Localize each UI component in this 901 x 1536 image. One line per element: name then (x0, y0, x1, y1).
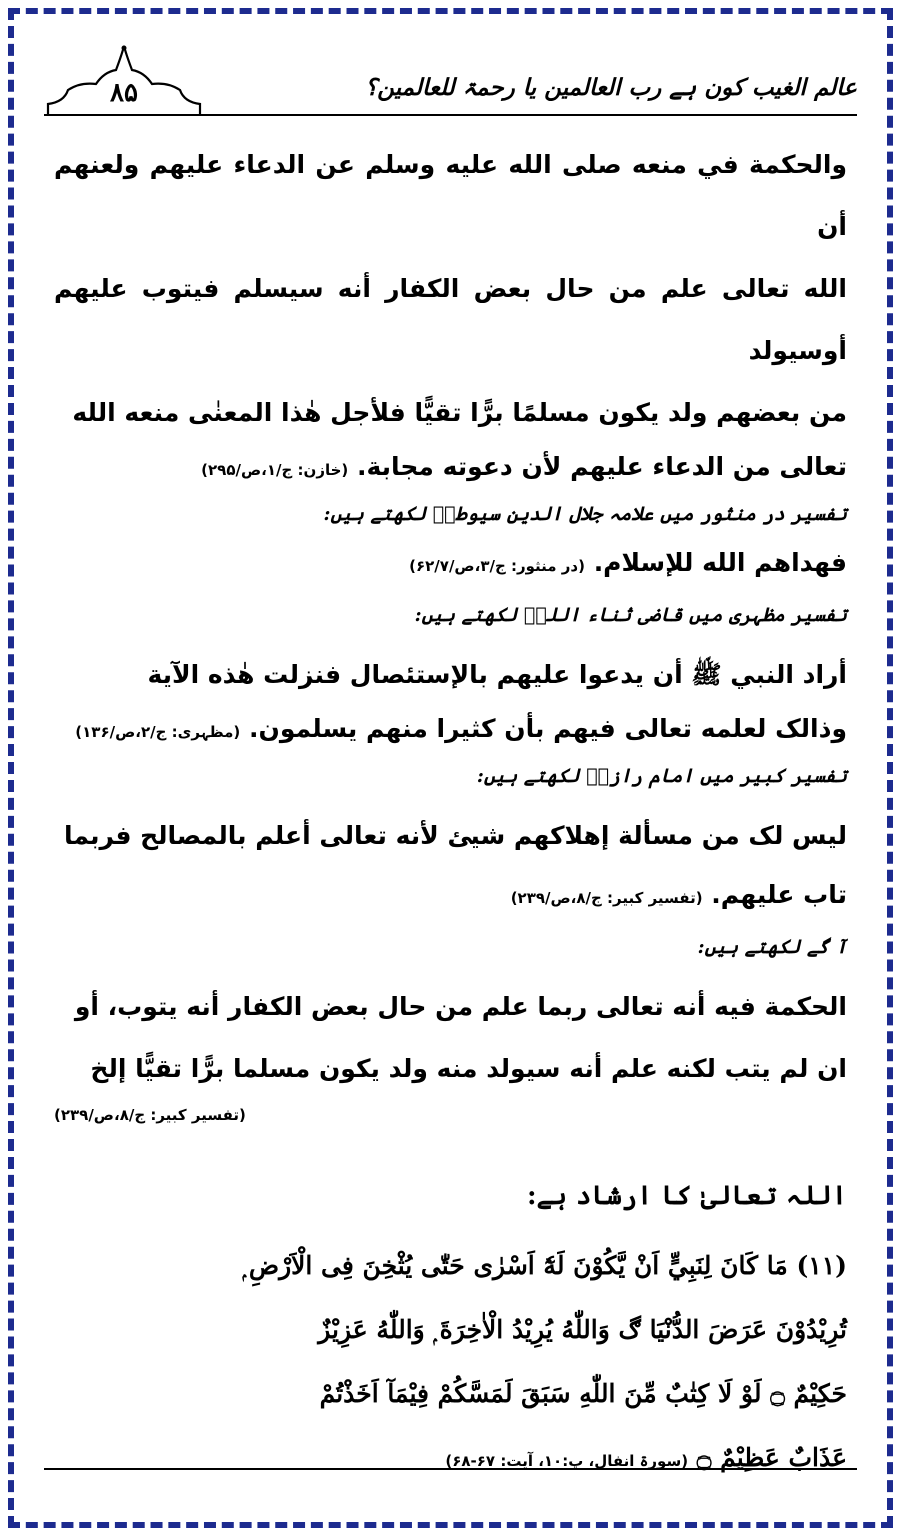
text-line (54, 535, 847, 594)
header-rule (44, 114, 857, 116)
quran-text: مَا كَانَ لِنَبِيٍّ اَنْ يَّكُوْنَ لَهٗٓ اَسْرٰى حَتّٰى يُثْخِنَ فِى الْاَرْضِ ۭ (242, 1251, 788, 1280)
text-line (54, 867, 847, 926)
footer-rule (44, 1468, 857, 1470)
citation: (خازن: ج/۱،ص/۲۹۵) (201, 461, 349, 479)
text-line: والحكمة في منعه صلى الله عليه وسلم عن الدعاء عليهم ولعنهم أن (54, 150, 847, 241)
quran-text: عَذَابٌ عَظِيْمٌ ۝ (696, 1443, 847, 1472)
urdu-heading: آ گے لکھتے ہیں: (697, 936, 847, 958)
urdu-heading: تفسیر کبیر میں امام رازیؒ لکھتے ہیں: (476, 765, 847, 787)
quran-line: حَكِيْمٌ ۝ لَوْ لَا كِتٰبٌ مِّنَ اللّٰهِ سَبَقَ لَمَسَّكُمْ فِيْمَآ اَخَذْتُمْ (319, 1379, 847, 1408)
text-span: تعالى من الدعاء عليهم لأن دعوته مجابة. (356, 452, 847, 481)
urdu-heading: تفسیر مظہری میں قاضی ثناء اللہؒ لکھتے ہیں: (414, 604, 847, 626)
citation: (تفسیر کبیر: ج/۸،ص/۲۳۹) (54, 1106, 246, 1124)
quran-line (54, 1234, 847, 1298)
text-span: وذالک لعلمه تعالى فيهم بأن كثيرا منهم يسلمون. (249, 714, 847, 743)
text-line (54, 444, 847, 493)
text-line: الحكمة فيه أنه تعالى ربما علم من حال بعض الكفار أنه يتوب، أو (74, 992, 847, 1021)
text-line: أراد النبي ﷺ أن يدعوا عليهم بالإستئصال فنزلت هٰذه الآية (147, 660, 847, 689)
text-line: من بعضهم ولد يكون مسلمًا برًّا تقيًّا فلأجل هٰذا المعنٰى منعه الله (72, 398, 847, 427)
urdu-heading: اللہ تعالیٰ کا ارشاد ہے: (526, 1181, 847, 1211)
page-number: ۸۵ (110, 78, 138, 108)
page-body (54, 134, 847, 1493)
text-line: ان لم يتب لكنه علم أنه سيولد منه ولد يكون مسلما برًّا تقيًّا إلخ (90, 1054, 847, 1083)
text-line: ليس لک من مسألة إهلاكهم شيئ لأنه تعالى أعلم بالمصالح فربما (63, 821, 847, 850)
text-span: فهداهم الله للإسلام. (593, 548, 847, 577)
page-header (44, 42, 857, 118)
running-title: عالم الغیب کون ہے رب العالمین یا رحمۃ للعالمین؟ (364, 74, 857, 101)
citation: (سورۃ انفال، پ:۱۰، آیت: ۶۷-۶۸) (445, 1452, 689, 1470)
urdu-heading: تفسیر در منثور میں علامہ جلال الدین سیوطیؒ لکھتے ہیں: (323, 503, 847, 525)
quran-line (54, 1426, 847, 1493)
text-span: تاب عليهم. (711, 880, 847, 909)
text-line: الله تعالى علم من حال بعض الكفار أنه سيسلم فيتوب عليهم أوسيولد (54, 274, 847, 365)
citation: (تفسیر کبیر: ج/۸،ص/۲۳۹) (510, 889, 703, 907)
citation: (در منثور: ج/۳،ص/۶۲/۷) (409, 557, 585, 575)
citation: (مظہری: ج/۲،ص/۱۳۶) (75, 723, 241, 741)
page-content (14, 14, 887, 1522)
page-border (8, 8, 893, 1528)
verse-number: (۱۱) (796, 1251, 847, 1280)
quran-line: تُرِيْدُوْنَ عَرَضَ الدُّنْيَا ڰ وَاللّٰهُ يُرِيْدُ الْاٰخِرَةَ ۭ وَاللّٰهُ عَزِيْزٌ (318, 1315, 847, 1344)
text-line (54, 706, 847, 755)
